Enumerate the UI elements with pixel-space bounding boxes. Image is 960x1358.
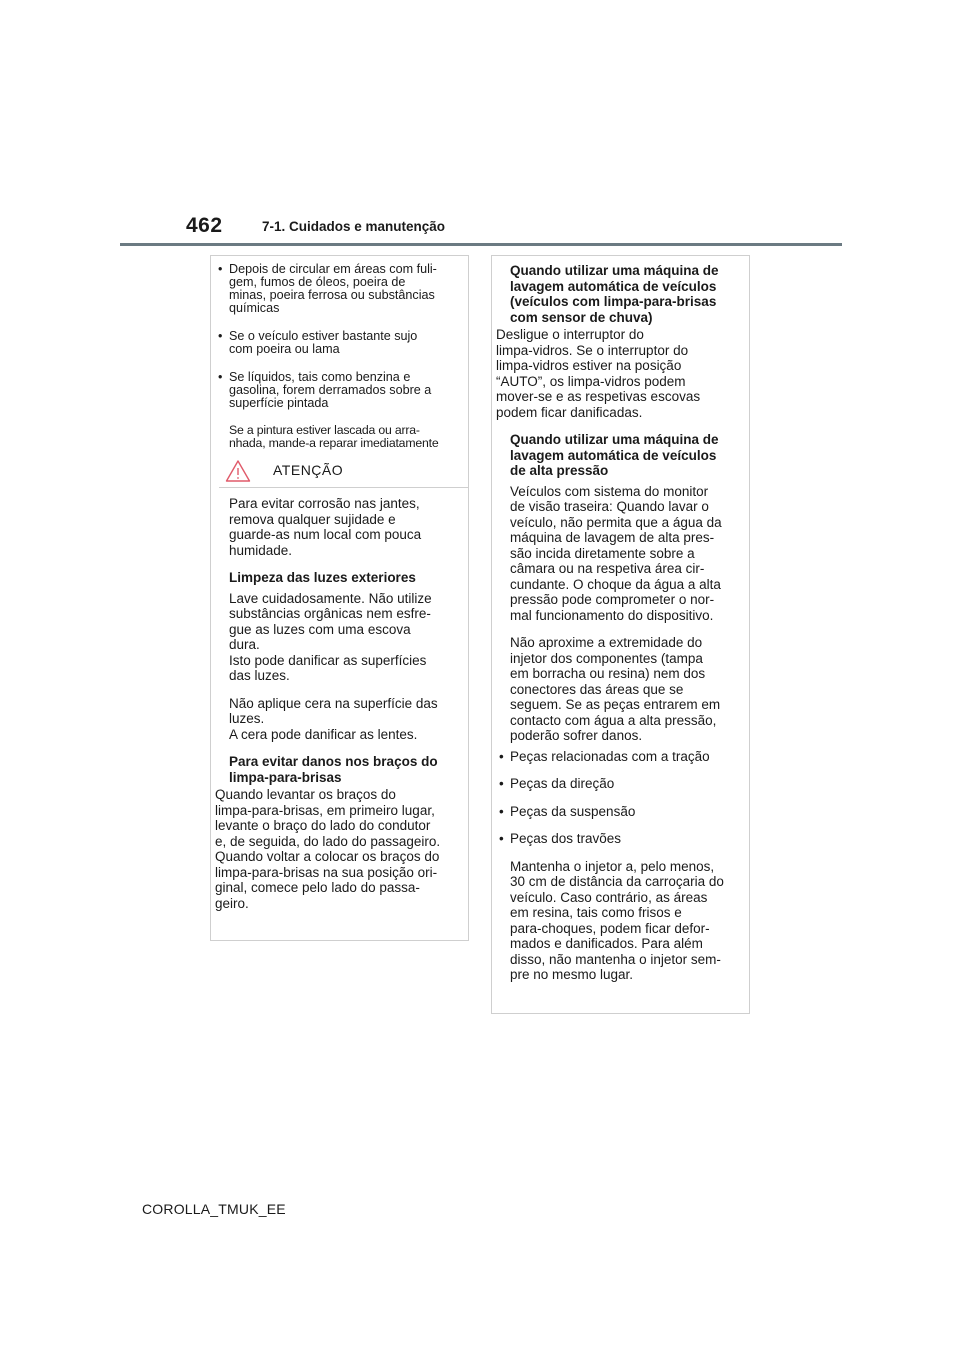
text-line: Desligue o interruptor do bbox=[496, 327, 644, 342]
text-line: químicas bbox=[229, 301, 280, 315]
bullet-item: • Peças da suspensão bbox=[492, 804, 743, 820]
text-line: pressão pode comprometer o nor- bbox=[510, 592, 715, 607]
text-line: limpa-vidros. Se o interruptor do bbox=[496, 342, 689, 358]
text-line: levante o braço do lado do condutor bbox=[215, 818, 431, 833]
paragraph bbox=[492, 635, 743, 744]
text-line: podem ficar danificadas. bbox=[496, 404, 643, 420]
bullet-item bbox=[211, 263, 462, 315]
text-line: pre no mesmo lugar. bbox=[510, 967, 634, 982]
text-line: são incida diretamente sobre a bbox=[510, 545, 695, 561]
text-line: “AUTO”, os limpa-vidros podem bbox=[496, 373, 686, 389]
text-line: nhada, mande-a reparar imediatamente bbox=[229, 436, 439, 450]
text-line: Isto pode danificar as superfícies bbox=[229, 652, 427, 668]
paragraph bbox=[211, 496, 462, 558]
text-line: limpa-para-brisas bbox=[229, 769, 342, 785]
text-line: A cera pode danificar as lentes. bbox=[229, 726, 418, 742]
bullet-item: • Peças relacionadas com a tração bbox=[492, 749, 743, 765]
text-line: seguem. Se as peças entrarem em bbox=[510, 697, 721, 712]
text-line: com sensor de chuva) bbox=[510, 309, 653, 325]
text-line: mover-se e as respetivas escovas bbox=[496, 389, 701, 404]
text-line: limpa-vidros estiver na posição bbox=[496, 358, 682, 373]
text-line: e, de seguida, do lado do passageiro. bbox=[215, 833, 441, 849]
paragraph bbox=[492, 484, 743, 624]
text-line: Quando levantar os braços do bbox=[215, 787, 396, 802]
text-line: em resina, tais como frisos e bbox=[510, 905, 682, 920]
paragraph bbox=[211, 591, 462, 684]
paragraph bbox=[492, 859, 743, 983]
bullet-item bbox=[211, 371, 462, 410]
text-line: substâncias orgânicas nem esfre- bbox=[229, 606, 431, 621]
text-line: Quando utilizar uma máquina de bbox=[510, 263, 719, 278]
text-line: humidade. bbox=[229, 542, 293, 558]
text-line: Se a pintura estiver lascada ou arra- bbox=[229, 423, 420, 437]
warning-triangle-icon bbox=[225, 459, 251, 483]
text-line: veículo, não permita que a água da bbox=[510, 514, 722, 530]
text-line: Lave cuidadosamente. Não utilize bbox=[229, 590, 432, 606]
page-number: 462 bbox=[186, 214, 223, 237]
text-line: Não aproxime a extremidade do bbox=[510, 635, 703, 650]
text-line: limpa-para-brisas na sua posição ori- bbox=[215, 864, 438, 880]
text-line: lavagem automática de veículos bbox=[510, 278, 717, 294]
text-line: Mantenha o injetor a, pelo menos, bbox=[510, 858, 715, 874]
text-line: câmara ou na respetiva área cir- bbox=[510, 561, 705, 576]
text-line: remova qualquer sujidade e bbox=[229, 511, 396, 527]
bullet-item: • Peças dos travões bbox=[492, 831, 743, 847]
text-line: geiro. bbox=[215, 895, 249, 911]
text-line: Para evitar danos nos braços do bbox=[229, 754, 438, 769]
text-line: gem, fumos de óleos, poeira de bbox=[229, 275, 406, 289]
bullet-item: • Peças da direção bbox=[492, 776, 743, 792]
text-line: das luzes. bbox=[229, 668, 290, 683]
text-line: • Depois de circular em áreas com fuli- bbox=[229, 262, 437, 276]
text-line: Quando utilizar uma máquina de bbox=[510, 432, 719, 447]
text-line: • Se líquidos, tais como benzina e bbox=[229, 370, 411, 384]
bullet-item bbox=[211, 330, 462, 356]
text-line: disso, não mantenha o injetor sem- bbox=[510, 951, 721, 967]
text-line: limpa-para-brisas, em primeiro lugar, bbox=[215, 802, 435, 818]
text-line: Não aplique cera na superfície das bbox=[229, 695, 438, 711]
warning-header bbox=[211, 458, 468, 484]
document-code: COROLLA_TMUK_EE bbox=[142, 1201, 286, 1217]
paragraph bbox=[211, 696, 462, 743]
text-line: de alta pressão bbox=[510, 463, 609, 478]
text-line: mados e danificados. Para além bbox=[510, 936, 703, 951]
text-line: poderão sofrer danos. bbox=[510, 728, 643, 743]
note bbox=[211, 424, 462, 450]
paragraph bbox=[492, 327, 743, 420]
text-line: ginal, comece pelo lado do passa- bbox=[215, 880, 420, 895]
text-line: conectores das áreas que se bbox=[510, 681, 684, 697]
text-line: de visão traseira: Quando lavar o bbox=[510, 499, 709, 514]
text-line: minas, poeira ferrosa ou substâncias bbox=[229, 288, 435, 302]
subheading bbox=[492, 263, 743, 325]
text-line: guarde-as num local com pouca bbox=[229, 527, 422, 542]
text-line: cundante. O choque da água a alta bbox=[510, 576, 721, 592]
text-line: luzes. bbox=[229, 711, 265, 726]
header-rule bbox=[120, 243, 842, 246]
text-line: Quando voltar a colocar os braços do bbox=[215, 849, 440, 864]
text-line: contacto com água a alta pressão, bbox=[510, 712, 717, 728]
text-line: gue as luzes com uma escova bbox=[229, 621, 411, 637]
subheading bbox=[211, 754, 462, 785]
subheading bbox=[492, 432, 743, 479]
text-line: veículo. Caso contrário, as áreas bbox=[510, 889, 708, 905]
text-line: mal funcionamento do dispositivo. bbox=[510, 607, 714, 623]
text-line: superfície pintada bbox=[229, 396, 329, 410]
text-line: em borracha ou resina) nem dos bbox=[510, 666, 706, 681]
left-caution-box bbox=[210, 255, 469, 941]
text-line: gasolina, forem derramados sobre a bbox=[229, 383, 432, 397]
section-title: 7-1. Cuidados e manutenção bbox=[262, 219, 446, 234]
warning-title: ATENÇÃO bbox=[273, 462, 344, 479]
text-line: para-choques, podem ficar defor- bbox=[510, 920, 710, 936]
right-caution-box bbox=[491, 255, 750, 1014]
text-line: dura. bbox=[229, 637, 260, 652]
text-line: com poeira ou lama bbox=[229, 342, 340, 356]
paragraph bbox=[211, 787, 462, 911]
text-line: (veículos com limpa-para-brisas bbox=[510, 294, 717, 309]
text-line: • Se o veículo estiver bastante sujo bbox=[229, 329, 418, 343]
text-line: injetor dos componentes (tampa bbox=[510, 650, 703, 666]
text-line: máquina de lavagem de alta pres- bbox=[510, 530, 715, 545]
subheading: Limpeza das luzes exteriores bbox=[229, 570, 416, 585]
text-line: lavagem automática de veículos bbox=[510, 447, 717, 463]
text-line: Para evitar corrosão nas jantes, bbox=[229, 496, 420, 511]
text-line: Veículos com sistema do monitor bbox=[510, 483, 709, 499]
text-line: 30 cm de distância da carroçaria do bbox=[510, 874, 724, 889]
